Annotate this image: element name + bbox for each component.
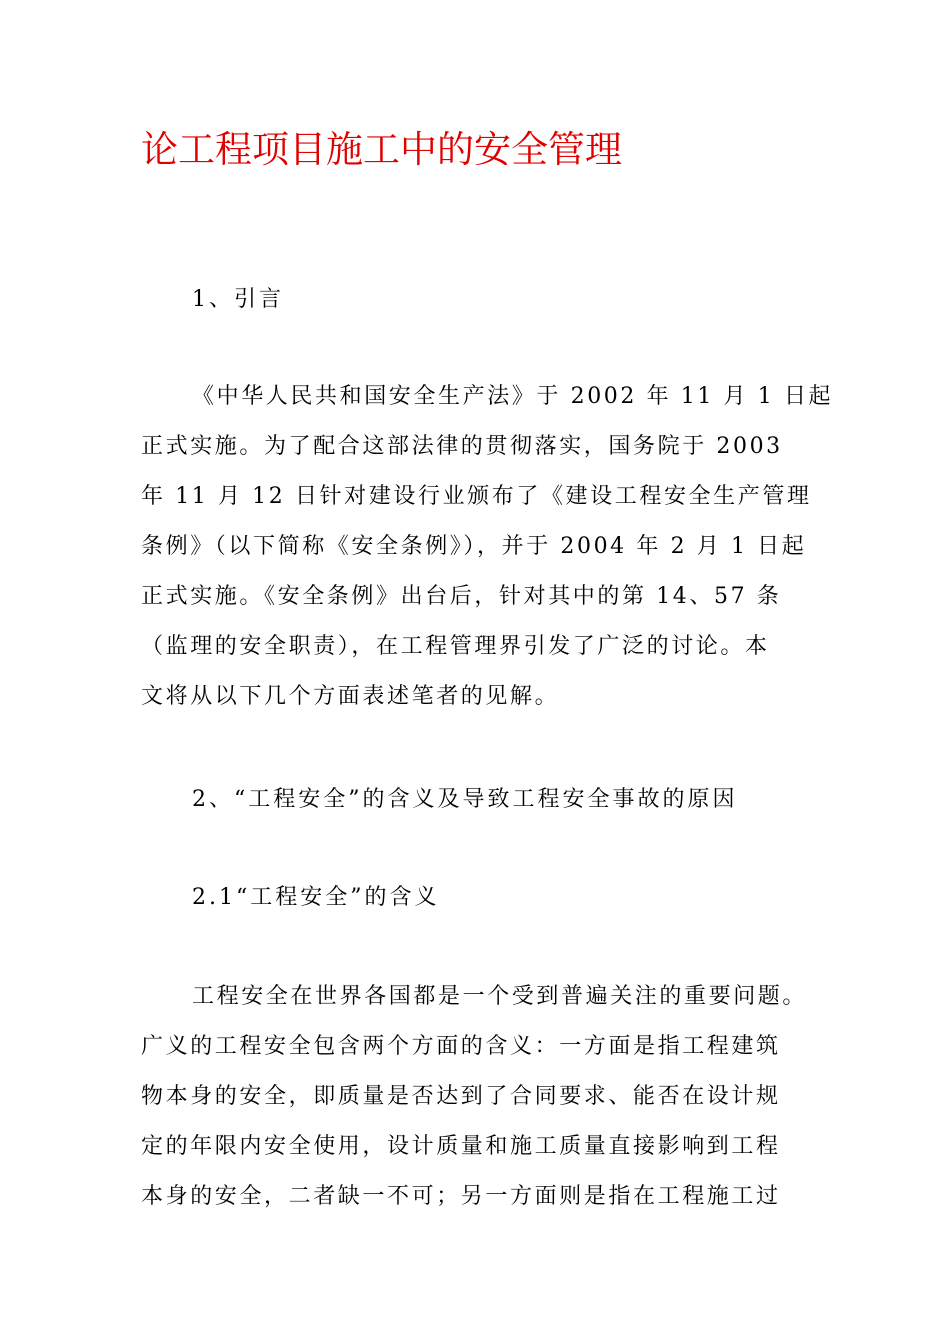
paragraph-line: （监理的安全职责），在工程管理界引发了广泛的讨论。本 xyxy=(141,634,770,659)
subsection-heading-meaning: 2.1“工程安全”的含义 xyxy=(192,885,440,910)
paragraph-meaning xyxy=(141,972,841,1222)
paragraph-line: 年 11 月 12 日针对建设行业颁布了《建设工程安全生产管理 xyxy=(141,484,812,509)
paragraph-line: 本身的安全，二者缺一不可；另一方面则是指在工程施工过 xyxy=(141,1184,781,1209)
section-heading-engineering-safety: 2、“工程安全”的含义及导致工程安全事故的原因 xyxy=(192,787,738,812)
section-heading-introduction: 1、引言 xyxy=(192,287,284,312)
paragraph-line: 广义的工程安全包含两个方面的含义：一方面是指工程建筑 xyxy=(141,1034,781,1059)
paragraph-line: 文将从以下几个方面表述笔者的见解。 xyxy=(141,684,560,709)
document-title: 论工程项目施工中的安全管理 xyxy=(141,128,622,171)
paragraph-line: 工程安全在世界各国都是一个受到普遍关注的重要问题。 xyxy=(192,984,808,1009)
paragraph-introduction xyxy=(141,372,841,722)
paragraph-line: 《中华人民共和国安全生产法》于 2002 年 11 月 1 日起 xyxy=(192,384,834,409)
paragraph-line: 正式实施。《安全条例》出台后，针对其中的第 14、57 条 xyxy=(141,584,782,609)
paragraph-line: 正式实施。为了配合这部法律的贯彻落实，国务院于 2003 xyxy=(141,434,783,459)
paragraph-line: 物本身的安全，即质量是否达到了合同要求、能否在设计规 xyxy=(141,1084,781,1109)
paragraph-line: 条例》（以下简称《安全条例》），并于 2004 年 2 月 1 日起 xyxy=(141,534,807,559)
paragraph-line: 定的年限内安全使用，设计质量和施工质量直接影响到工程 xyxy=(141,1134,781,1159)
